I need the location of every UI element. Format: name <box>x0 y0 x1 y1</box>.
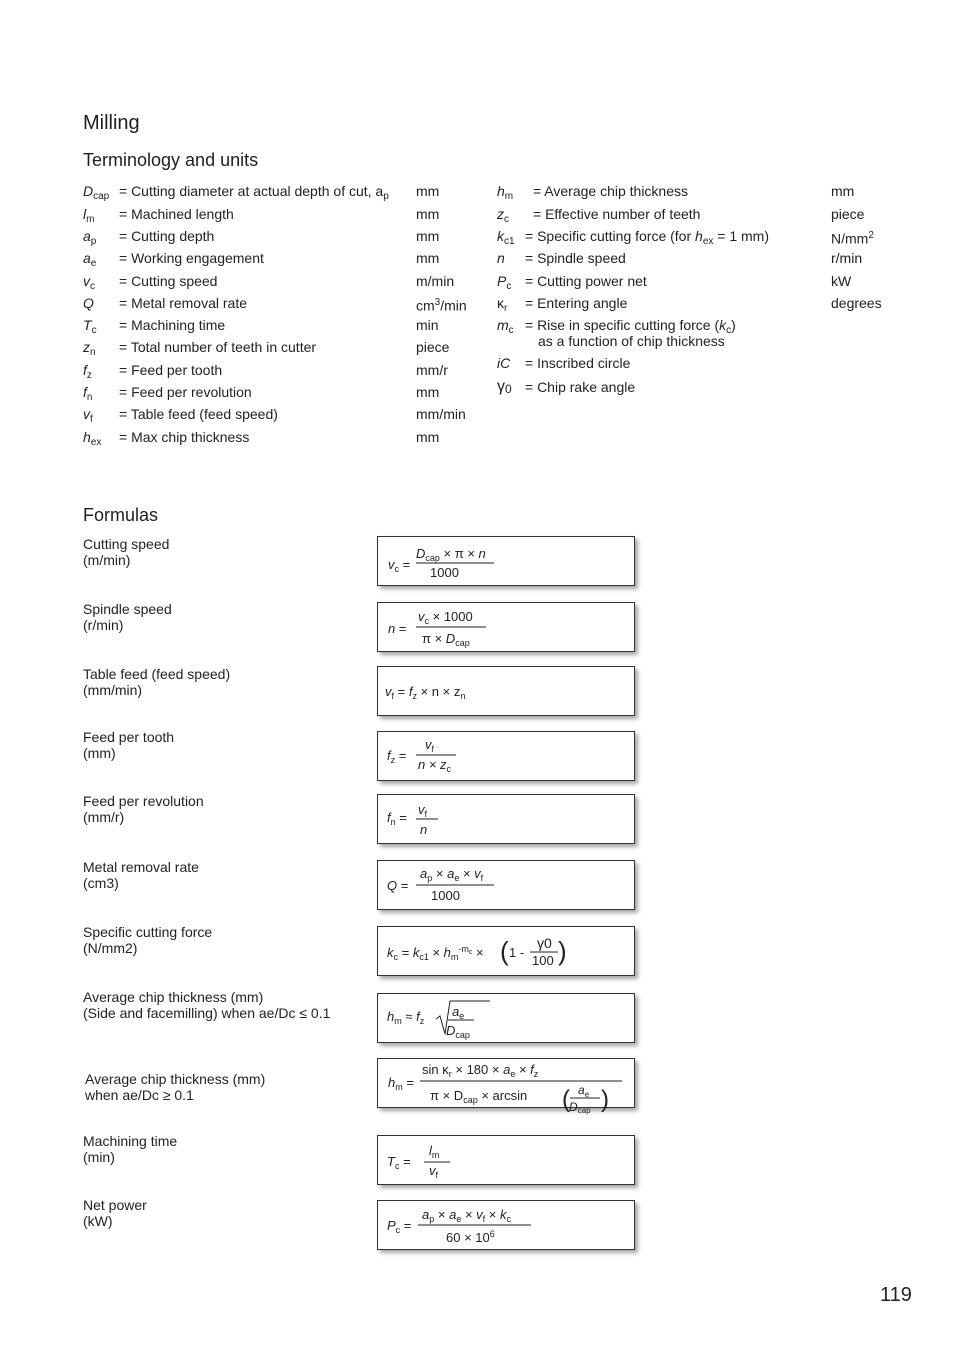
svg-text:ae: $a_e$ <box>578 1083 590 1099</box>
formula-label-net-power: Net power (kW) <box>83 1197 147 1229</box>
formula-net-power <box>378 1201 634 1249</box>
formula-metal-removal-rate <box>378 861 634 909</box>
formula-label-metal-removal-rate: Metal removal rate (cm3) <box>83 859 199 891</box>
formula-feed-per-revolution <box>378 795 634 843</box>
formula-cutting-speed <box>378 537 634 585</box>
svg-text:Pc =: $P_c$ = <box>387 1218 412 1235</box>
svg-text:kc = kc1 × hm-mc ×: $k_c = k_{c1} \times h_m^{-m}c$ × <box>387 944 484 962</box>
svg-text:Tc =: $T_c$ = <box>387 1154 411 1171</box>
svg-text:ap × ae × vf: $a_p \times a_e \times v_f$ <box>420 866 484 883</box>
svg-text:1000: 1000 <box>430 565 459 580</box>
formula-label-specific-cutting-force: Specific cutting force (N/mm2) <box>83 924 213 956</box>
svg-text:ap × ae × vf × kc: $a_p \times a_e \times v_f \times k_c$ <box>422 1207 511 1224</box>
formula-label-feed-per-revolution: Feed per revolution (mm/r) <box>83 793 204 825</box>
formula-specific-cutting-force <box>378 927 634 975</box>
svg-text:vf: $v_f$ <box>425 737 435 754</box>
formula-box-cutting-speed <box>377 536 635 586</box>
formula-label-spindle-speed: Spindle speed (r/min) <box>83 601 172 633</box>
svg-text:1 -: 1 - <box>509 945 525 960</box>
svg-text:n: n <box>420 822 428 837</box>
svg-text:vc =: $v_c$ = <box>388 557 411 574</box>
formula-box-feed-per-tooth <box>377 731 635 781</box>
svg-text:ae: $a_e$ <box>452 1004 465 1021</box>
svg-text:fz =: $f_z$ = <box>387 748 407 765</box>
formula-avg-chip-thickness-side <box>378 994 634 1042</box>
formula-box-avg-chip-thickness <box>377 1058 635 1115</box>
formula-table-feed <box>378 667 634 715</box>
formula-spindle-speed <box>378 603 634 651</box>
formula-machining-time <box>378 1136 634 1184</box>
formula-avg-chip-thickness <box>378 1059 634 1115</box>
formula-label-table-feed: Table feed (feed speed) (mm/min) <box>83 666 231 698</box>
page-number: 119 <box>880 1284 912 1306</box>
svg-text:): ) <box>601 1086 609 1113</box>
formula-box-feed-per-revolution <box>377 794 635 844</box>
svg-text:π × Dcap × arcsin: $\pi \times D_{cap} \times \arcsin$ <box>430 1088 528 1105</box>
svg-text:γ0: γ0 <box>537 935 552 951</box>
formula-label-avg-chip-thickness-side: Average chip thickness (mm) (Side and facemilling) when ae/Dc ≤ 0.1 <box>83 989 331 1021</box>
formula-box-specific-cutting-force <box>377 926 635 976</box>
formula-label-avg-chip-thickness: Average chip thickness (mm) when ae/Dc ≥ 0.1 <box>85 1071 266 1103</box>
svg-text:(: ( <box>562 1086 570 1113</box>
formula-label-machining-time: Machining time (min) <box>83 1133 178 1165</box>
svg-text:vf = fz × n × zn: $v_f = f_z \times n \times z_n$ <box>385 684 466 701</box>
svg-text:vf: $v_f$ <box>418 802 428 819</box>
svg-text:lm: $l_m$ <box>429 1143 440 1160</box>
terminology-heading: Terminology and units <box>83 150 259 170</box>
formula-feed-per-tooth <box>378 732 634 780</box>
svg-text:60 × 106: $60 \times 10^6$ <box>446 1229 495 1245</box>
formula-label-feed-per-tooth: Feed per tooth (mm) <box>83 729 175 761</box>
formula-box-table-feed <box>377 666 635 716</box>
formula-box-spindle-speed <box>377 602 635 652</box>
svg-text:Dcap: Dcap <box>569 1100 591 1115</box>
formula-label-cutting-speed: Cutting speed (m/min) <box>83 536 170 568</box>
svg-text:Dcap × π × n: $D_{cap} \times \pi \times n$ <box>416 546 486 563</box>
svg-text:fn =: $f_n$ = <box>387 810 407 827</box>
page-title: Milling <box>83 112 140 134</box>
formula-box-machining-time <box>377 1135 635 1185</box>
formula-box-net-power <box>377 1200 635 1250</box>
svg-text:Dcap: $D_{cap}$ <box>446 1023 470 1040</box>
svg-text:Q =: Q = <box>387 878 409 893</box>
svg-text:hm =: $h_m$ = <box>388 1075 414 1092</box>
svg-text:(: ( <box>500 936 509 966</box>
svg-text:sin κr × 180 × ae × fz: $\sin \kappa_r \times 180 \times a_e \times f_z$ <box>422 1062 539 1079</box>
svg-text:hm ≈ fz: $h_m \approx f_z$ <box>387 1009 425 1026</box>
svg-text:1000: 1000 <box>431 888 460 903</box>
svg-text:): ) <box>558 936 567 966</box>
svg-text:n × zc: $n \times z_c$ <box>418 757 452 774</box>
svg-text:vf: $v_f$ <box>429 1163 439 1180</box>
svg-text:vc × 1000: $v_c \times 1000$ <box>418 609 473 626</box>
formulas-heading: Formulas <box>83 505 159 525</box>
formula-box-avg-chip-thickness-side <box>377 993 635 1043</box>
svg-text:n =: n = <box>388 621 407 636</box>
svg-text:100: 100 <box>532 953 554 968</box>
svg-text:π × Dcap: $\pi \times D_{cap}$ <box>422 631 470 648</box>
formula-box-metal-removal-rate <box>377 860 635 910</box>
